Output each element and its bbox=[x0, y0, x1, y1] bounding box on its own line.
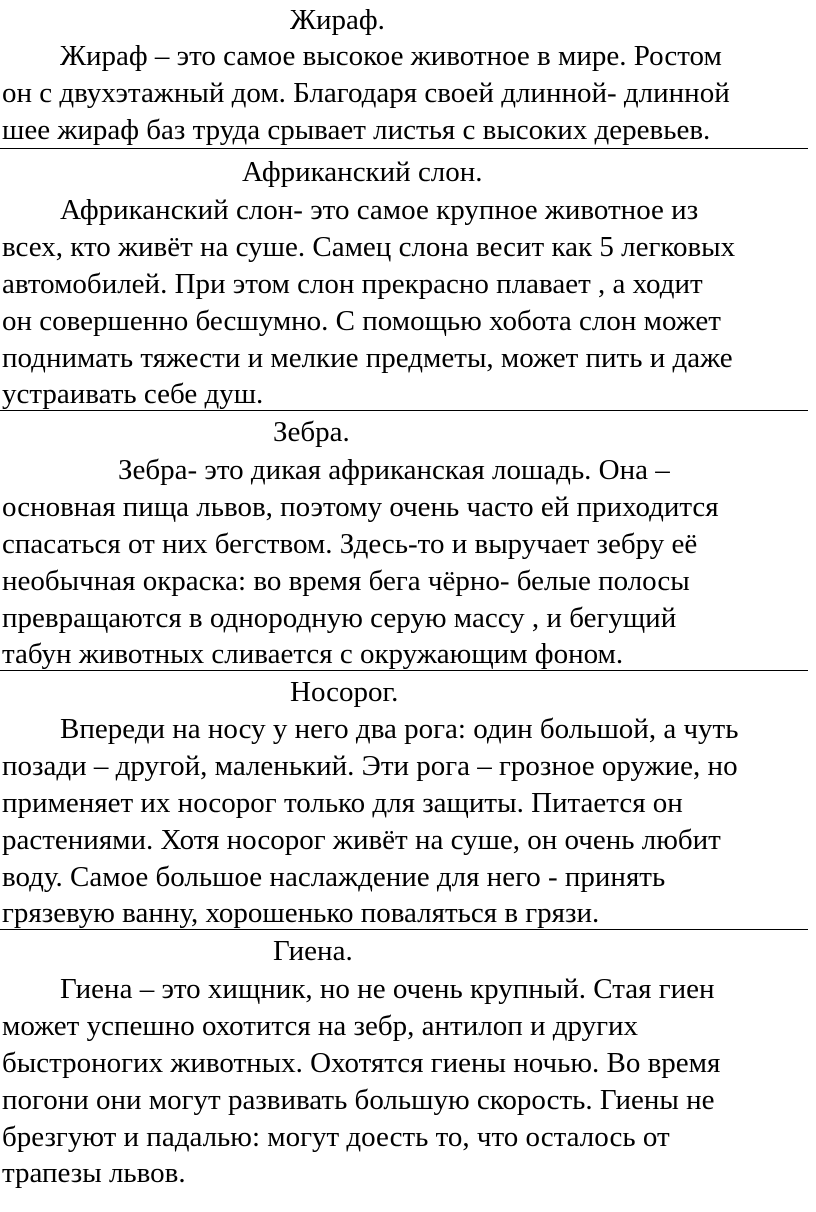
section-title: Носорог. bbox=[290, 676, 399, 708]
paragraph-line: поднимать тяжести и мелкие предметы, может пить и даже bbox=[2, 342, 733, 374]
paragraph-line: он совершенно бесшумно. С помощью хобота слон может bbox=[2, 305, 721, 337]
section-title: Зебра. bbox=[273, 416, 350, 448]
paragraph-line: Гиена – это хищник, но не очень крупный. Стая гиен bbox=[60, 973, 715, 1005]
paragraph-line: шее жираф баз труда срывает листья с высоких деревьев. bbox=[2, 114, 711, 146]
paragraph-line: спасаться от них бегством. Здесь-то и выручает зебру её bbox=[2, 528, 698, 560]
paragraph-line: Жираф – это самое высокое животное в мире. Ростом bbox=[60, 40, 722, 72]
paragraph-line: автомобилей. При этом слон прекрасно плавает , а ходит bbox=[2, 268, 703, 300]
paragraph-line: табун животных сливается с окружающим фоном. bbox=[2, 638, 624, 670]
section-divider bbox=[0, 670, 808, 671]
paragraph-line: необычная окраска: во время бега чёрно- белые полосы bbox=[2, 565, 690, 597]
section-divider bbox=[0, 410, 808, 411]
paragraph-line: Зебра- это дикая африканская лошадь. Она – bbox=[118, 454, 670, 486]
paragraph-line: всех, кто живёт на суше. Самец слона весит как 5 легковых bbox=[2, 231, 736, 263]
section-title: Жираф. bbox=[290, 4, 385, 36]
paragraph-line: быстроногих животных. Охотятся гиены ночью. Во время bbox=[2, 1047, 721, 1079]
paragraph-line: может успешно охотится на зебр, антилоп и других bbox=[2, 1010, 639, 1042]
paragraph-line: Впереди на носу у него два рога: один большой, а чуть bbox=[60, 713, 739, 745]
paragraph-line: он с двухэтажный дом. Благодаря своей длинной- длинной bbox=[2, 77, 730, 109]
section-title: Гиена. bbox=[273, 935, 353, 967]
paragraph-line: погони они могут развивать большую скорость. Гиены не bbox=[2, 1084, 715, 1116]
paragraph-line: применяет их носорог только для защиты. Питается он bbox=[2, 787, 683, 819]
paragraph-line: превращаются в однородную серую массу , и бегущий bbox=[2, 602, 677, 634]
paragraph-line: грязевую ванну, хорошенько поваляться в грязи. bbox=[2, 897, 600, 929]
paragraph-line: основная пища львов, поэтому очень часто ей приходится bbox=[2, 491, 719, 523]
section-divider bbox=[0, 929, 808, 930]
paragraph-line: воду. Самое большое наслаждение для него - принять bbox=[2, 861, 666, 893]
paragraph-line: позади – другой, маленький. Эти рога – грозное оружие, но bbox=[2, 750, 738, 782]
paragraph-line: брезгуют и падалью: могут доесть то, что осталось от bbox=[2, 1121, 670, 1153]
section-title: Африканский слон. bbox=[242, 156, 483, 188]
paragraph-line: растениями. Хотя носорог живёт на суше, он очень любит bbox=[2, 824, 721, 856]
paragraph-line: Африканский слон- это самое крупное животное из bbox=[60, 194, 699, 226]
section-divider bbox=[0, 148, 808, 149]
paragraph-line: устраивать себе душ. bbox=[2, 378, 264, 410]
paragraph-line: трапезы львов. bbox=[2, 1157, 186, 1189]
